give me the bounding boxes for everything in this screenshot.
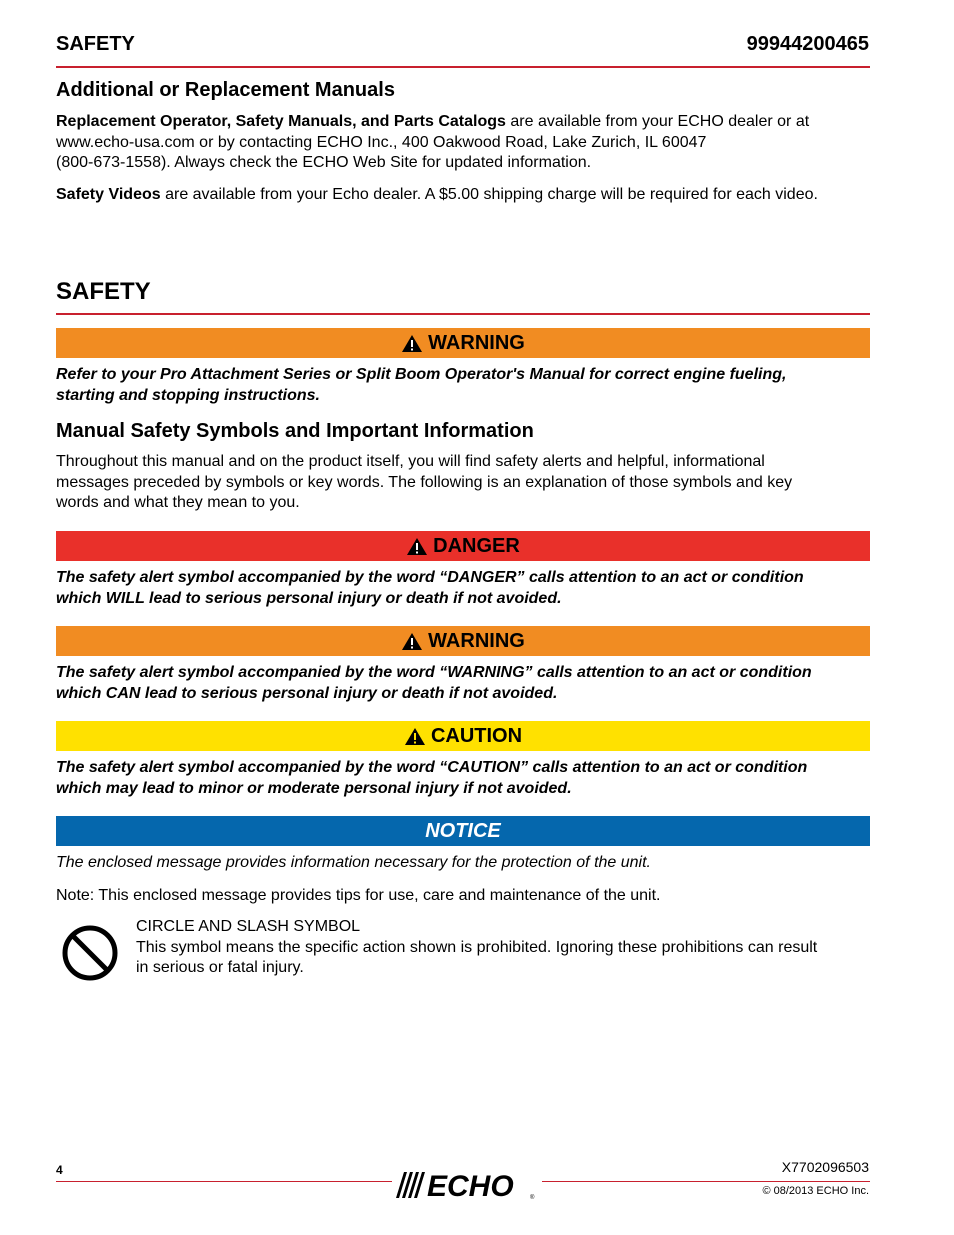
manuals-text: are available from your ECHO dealer or at <box>505 113 810 130</box>
safety-divider <box>56 313 870 315</box>
header-divider <box>56 66 870 68</box>
circle-slash-block <box>136 917 876 979</box>
notice-description: The enclosed message provides information necessary for the protection of the unit. <box>56 854 651 871</box>
header-section-title: SAFETY <box>56 33 135 55</box>
prohibited-icon <box>61 924 119 987</box>
notice-banner-label: NOTICE <box>425 819 501 842</box>
manuals-heading: Additional or Replacement Manuals <box>56 79 395 101</box>
warning-symbol-banner <box>56 626 870 656</box>
alert-triangle-icon <box>404 727 426 746</box>
manuals-text-line2: www.echo-usa.com or by contacting ECHO Inc., 400 Oakwood Road, Lake Zurich, IL 60047 <box>56 133 707 151</box>
warning-banner <box>56 328 870 358</box>
videos-paragraph <box>56 185 870 206</box>
manuals-paragraph <box>56 112 870 174</box>
warning-banner-label: WARNING <box>428 331 525 354</box>
warning-message <box>56 365 870 406</box>
videos-bold-lead: Safety Videos <box>56 186 161 203</box>
symbols-intro <box>56 452 870 514</box>
manuals-text-line3: (800-673-1558). Always check the ECHO Web Site for updated information. <box>56 154 592 171</box>
alert-triangle-icon <box>406 537 428 556</box>
note-text: Note: This enclosed message provides tips for use, care and maintenance of the unit. <box>56 887 661 904</box>
circle-slash-title: CIRCLE AND SLASH SYMBOL <box>136 918 361 935</box>
caution-description <box>56 758 870 799</box>
warning-description-line2: which CAN lead to serious personal injury or death if not avoided. <box>56 684 558 702</box>
videos-text: are available from your Echo dealer. A $5.00 shipping charge will be required for each video. <box>160 186 818 203</box>
warning-symbol-banner-label: WARNING <box>428 629 525 652</box>
echo-logo-mark <box>394 1170 540 1200</box>
page-number: 4 <box>56 1163 63 1177</box>
danger-description-line2: which WILL lead to serious personal injury or death if not avoided. <box>56 589 562 607</box>
alert-triangle-icon <box>401 632 423 651</box>
symbols-intro-line3: words and what they mean to you. <box>56 494 300 511</box>
caution-banner <box>56 721 870 751</box>
header-manual-number: 99944200465 <box>746 33 869 55</box>
echo-logo <box>392 1168 542 1202</box>
notice-banner <box>56 816 870 846</box>
warning-message-line2: starting and stopping instructions. <box>56 386 320 404</box>
caution-description-line2: which may lead to minor or moderate personal injury if not avoided. <box>56 779 572 797</box>
caution-banner-label: CAUTION <box>430 724 523 747</box>
warning-message-line1: Refer to your Pro Attachment Series or Split Boom Operator's Manual for correct engine fueling, <box>56 366 787 383</box>
circle-slash-line2: in serious or fatal injury. <box>136 959 304 976</box>
circle-slash-line1: This symbol means the specific action shown is prohibited. Ignoring these prohibitions can result <box>136 938 818 956</box>
symbols-intro-line2: messages preceded by symbols or key words. The following is an explanation of those symbols and key <box>56 473 793 491</box>
caution-description-line1: The safety alert symbol accompanied by the word “CAUTION” calls attention to an act or condition <box>56 759 808 776</box>
danger-description-line1: The safety alert symbol accompanied by the word “DANGER” calls attention to an act or condition <box>56 569 804 586</box>
warning-description <box>56 663 870 704</box>
danger-banner-label: DANGER <box>433 534 520 557</box>
footer-doc-number: X7702096503 <box>781 1159 869 1175</box>
echo-logo-text: ECHO <box>427 1170 514 1200</box>
symbols-heading: Manual Safety Symbols and Important Information <box>56 420 534 442</box>
manuals-bold-lead: Replacement Operator, Safety Manuals, and Parts Catalogs <box>56 113 506 130</box>
symbols-intro-line1: Throughout this manual and on the product itself, you will find safety alerts and helpful, informational <box>56 453 765 470</box>
danger-banner <box>56 531 870 561</box>
danger-description <box>56 568 870 609</box>
alert-triangle-icon <box>401 334 423 353</box>
warning-description-line1: The safety alert symbol accompanied by the word “WARNING” calls attention to an act or condition <box>56 664 812 681</box>
safety-title: SAFETY <box>56 278 151 305</box>
footer-copyright: © 08/2013 ECHO Inc. <box>762 1185 869 1197</box>
svg-text:®: ® <box>530 1195 535 1200</box>
